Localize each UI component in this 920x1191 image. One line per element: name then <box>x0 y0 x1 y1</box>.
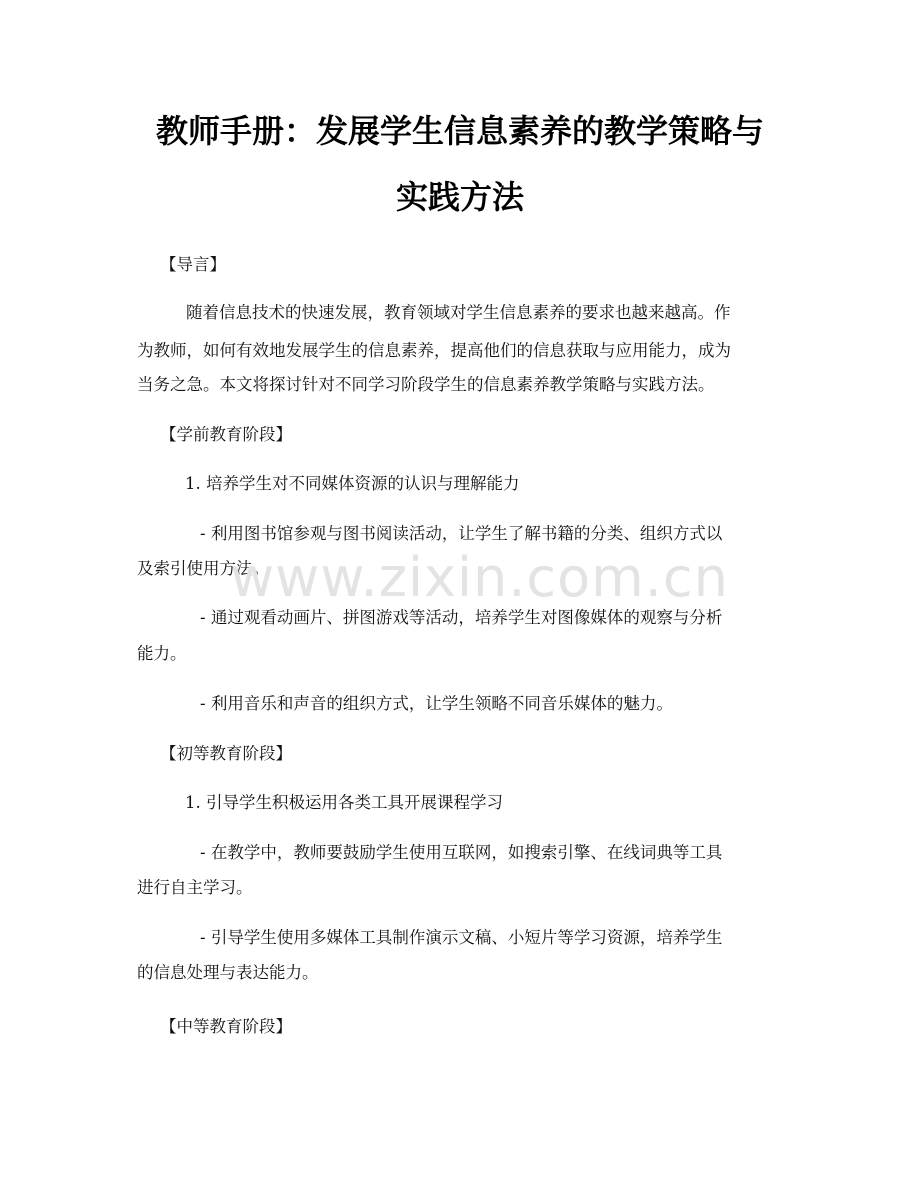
preschool-bullet-2-line-1: - 通过观看动画片、拼图游戏等活动，培养学生对图像媒体的观察与分析 <box>200 608 723 627</box>
primary-bullet-1-line-2: 进行自主学习。 <box>137 878 253 897</box>
intro-heading: 【导言】 <box>160 255 226 274</box>
intro-paragraph-line-2: 为教师，如何有效地发展学生的信息素养，提高他们的信息获取与应用能力，成为 <box>137 341 731 360</box>
primary-bullet-2-line-1: - 引导学生使用多媒体工具制作演示文稿、小短片等学习资源，培养学生 <box>200 928 723 947</box>
preschool-item-1: 1. 培养学生对不同媒体资源的认识与理解能力 <box>185 474 520 493</box>
document-title-line-1: 教师手册：发展学生信息素养的教学策略与 <box>155 112 764 150</box>
preschool-bullet-1-line-2: 及索引使用方法。 <box>137 559 269 578</box>
preschool-bullet-1-line-1: - 利用图书馆参观与图书阅读活动，让学生了解书籍的分类、组织方式以 <box>200 524 723 543</box>
preschool-bullet-3-line-1: - 利用音乐和声音的组织方式，让学生领略不同音乐媒体的魅力。 <box>200 694 673 713</box>
primary-bullet-2-line-2: 的信息处理与表达能力。 <box>137 963 319 982</box>
intro-paragraph-line-1: 随着信息技术的快速发展，教育领域对学生信息素养的要求也越来越高。作 <box>186 303 731 322</box>
primary-heading: 【初等教育阶段】 <box>160 744 292 763</box>
document-title-line-2: 实践方法 <box>395 178 524 216</box>
primary-bullet-1-line-1: - 在教学中，教师要鼓励学生使用互联网，如搜索引擎、在线词典等工具 <box>200 843 723 862</box>
primary-item-1: 1. 引导学生积极运用各类工具开展课程学习 <box>185 793 503 812</box>
preschool-bullet-2-line-2: 能力。 <box>137 644 187 663</box>
watermark: www.zixin.com.cn <box>230 546 729 609</box>
preschool-heading: 【学前教育阶段】 <box>160 425 292 444</box>
intro-paragraph-line-3: 当务之急。本文将探讨针对不同学习阶段学生的信息素养教学策略与实践方法。 <box>137 375 715 394</box>
secondary-heading: 【中等教育阶段】 <box>160 1017 292 1036</box>
